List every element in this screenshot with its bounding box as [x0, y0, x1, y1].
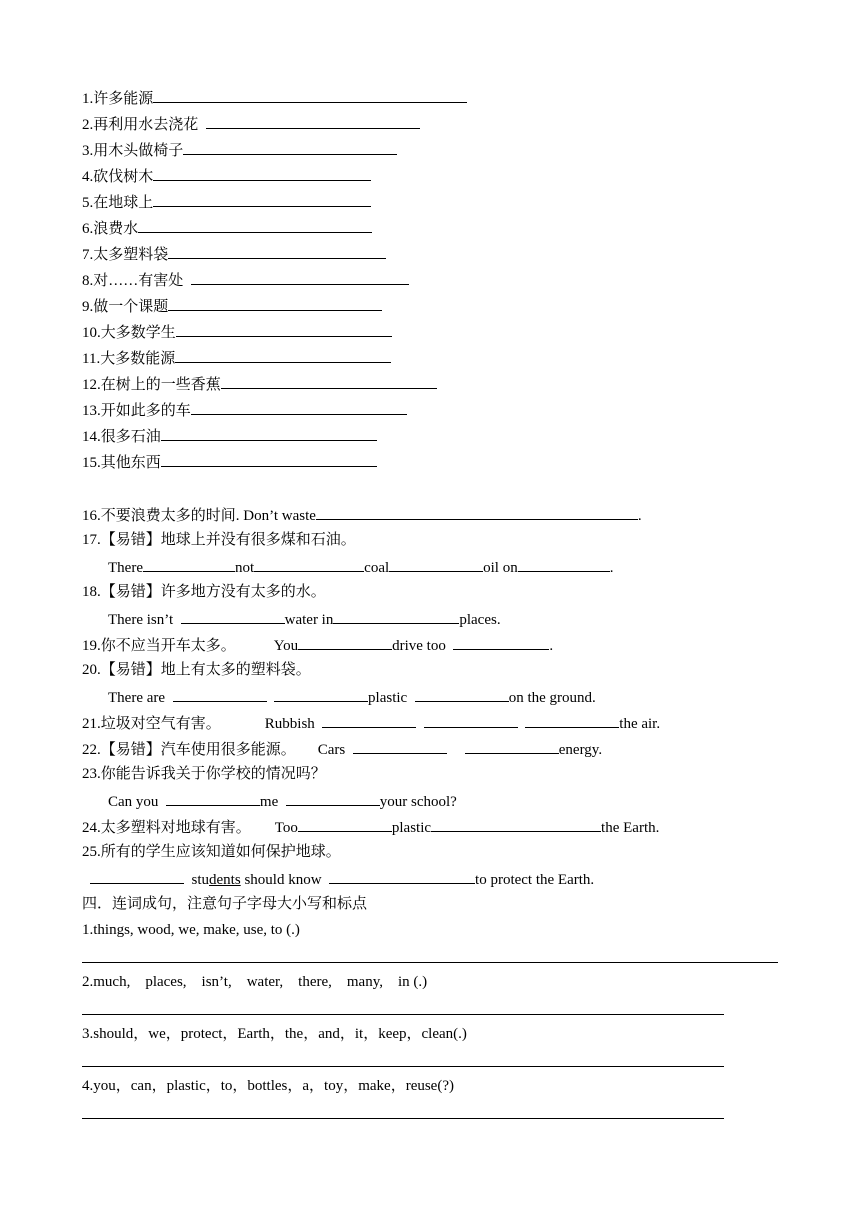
sentence-item: 19.你不应当开车太多。 You drive too . — [82, 634, 553, 656]
answer-blank[interactable] — [453, 634, 549, 650]
answer-blank[interactable] — [518, 556, 610, 572]
sentence-item: 22.【易错】汽车使用很多能源。 Cars energy. — [82, 738, 602, 760]
answer-blank[interactable] — [274, 686, 368, 702]
phrase-item: 10.大多数学生 — [82, 321, 392, 343]
phrase-item: 5.在地球上 — [82, 191, 371, 213]
phrase-item: 14.很多石油 — [82, 425, 377, 447]
answer-blank[interactable] — [254, 556, 364, 572]
answer-blank[interactable] — [176, 321, 392, 337]
answer-blank[interactable] — [138, 217, 372, 233]
answer-blank[interactable] — [424, 712, 518, 728]
phrase-item: 11.大多数能源 — [82, 347, 391, 369]
answer-blank[interactable] — [90, 868, 184, 884]
answer-blank[interactable] — [316, 504, 638, 520]
scramble-item: 1.things, wood, we, make, use, to (.) — [82, 922, 300, 938]
phrase-item: 6.浪费水 — [82, 217, 372, 239]
answer-line[interactable] — [82, 962, 778, 963]
sentence-prompt: 18.【易错】许多地方没有太多的水。 — [82, 584, 326, 600]
answer-blank[interactable] — [183, 139, 397, 155]
answer-line[interactable] — [82, 1066, 724, 1067]
sentence-item: There are plastic on the ground. — [108, 686, 596, 708]
sentence-item: There isn’t water in places. — [108, 608, 501, 630]
answer-blank[interactable] — [191, 269, 409, 285]
answer-blank[interactable] — [525, 712, 619, 728]
answer-blank[interactable] — [153, 165, 371, 181]
scramble-item: 3.should，we，protect，Earth，the，and，it，keep，clean(.) — [82, 1026, 467, 1042]
answer-blank[interactable] — [389, 556, 483, 572]
answer-blank[interactable] — [286, 790, 380, 806]
answer-blank[interactable] — [168, 295, 382, 311]
phrase-item: 7.太多塑料袋 — [82, 243, 386, 265]
answer-blank[interactable] — [161, 425, 377, 441]
answer-blank[interactable] — [333, 608, 459, 624]
phrase-item: 12.在树上的一些香蕉 — [82, 373, 437, 395]
answer-blank[interactable] — [353, 738, 447, 754]
sentence-item: students should know to protect the Earth. — [90, 868, 594, 890]
phrase-item: 4.砍伐树木 — [82, 165, 371, 187]
answer-blank[interactable] — [298, 634, 392, 650]
sentence-prompt: 17.【易错】地球上并没有很多煤和石油。 — [82, 532, 356, 548]
phrase-item: 9.做一个课题 — [82, 295, 382, 317]
answer-line[interactable] — [82, 1014, 724, 1015]
phrase-item: 15.其他东西 — [82, 451, 377, 473]
sentence-prompt: 25.所有的学生应该知道如何保护地球。 — [82, 844, 341, 860]
answer-line[interactable] — [82, 1118, 724, 1119]
answer-blank[interactable] — [153, 87, 467, 103]
sentence-item: 16.不要浪费太多的时间. Don’t waste . — [82, 504, 642, 526]
scramble-item: 4.you，can，plastic，to，bottles，a，toy，make，reuse(?) — [82, 1078, 454, 1094]
sentence-item: There not coal oil on . — [108, 556, 613, 578]
answer-blank[interactable] — [415, 686, 509, 702]
answer-blank[interactable] — [161, 451, 377, 467]
answer-blank[interactable] — [191, 399, 407, 415]
scramble-item: 2.much, places, isn’t, water, there, many, in (.) — [82, 974, 428, 990]
sentence-prompt: 20.【易错】地上有太多的塑料袋。 — [82, 662, 311, 678]
phrase-item: 1.许多能源 — [82, 87, 467, 109]
sentence-item: 24.太多塑料对地球有害。 Too plastic the Earth. — [82, 816, 659, 838]
phrase-item: 3.用木头做椅子 — [82, 139, 397, 161]
sentence-prompt: 23.你能告诉我关于你学校的情况吗？ — [82, 766, 326, 782]
phrase-item: 2.再利用水去浇花 — [82, 113, 420, 135]
answer-blank[interactable] — [173, 686, 267, 702]
answer-blank[interactable] — [221, 373, 437, 389]
answer-blank[interactable] — [181, 608, 285, 624]
answer-blank[interactable] — [465, 738, 559, 754]
phrase-item: 13.开如此多的车 — [82, 399, 407, 421]
answer-blank[interactable] — [153, 191, 371, 207]
sentence-item: 21.垃圾对空气有害。 Rubbish the air. — [82, 712, 660, 734]
answer-blank[interactable] — [206, 113, 420, 129]
answer-blank[interactable] — [143, 556, 235, 572]
answer-blank[interactable] — [322, 712, 416, 728]
sentence-item: Can you me your school? — [108, 790, 457, 812]
answer-blank[interactable] — [329, 868, 475, 884]
answer-blank[interactable] — [431, 816, 601, 832]
answer-blank[interactable] — [175, 347, 391, 363]
section-heading: 四．连词成句，注意句子字母大小写和标点 — [82, 896, 368, 912]
answer-blank[interactable] — [166, 790, 260, 806]
answer-blank[interactable] — [168, 243, 386, 259]
answer-blank[interactable] — [298, 816, 392, 832]
phrase-item: 8.对……有害处 — [82, 269, 409, 291]
